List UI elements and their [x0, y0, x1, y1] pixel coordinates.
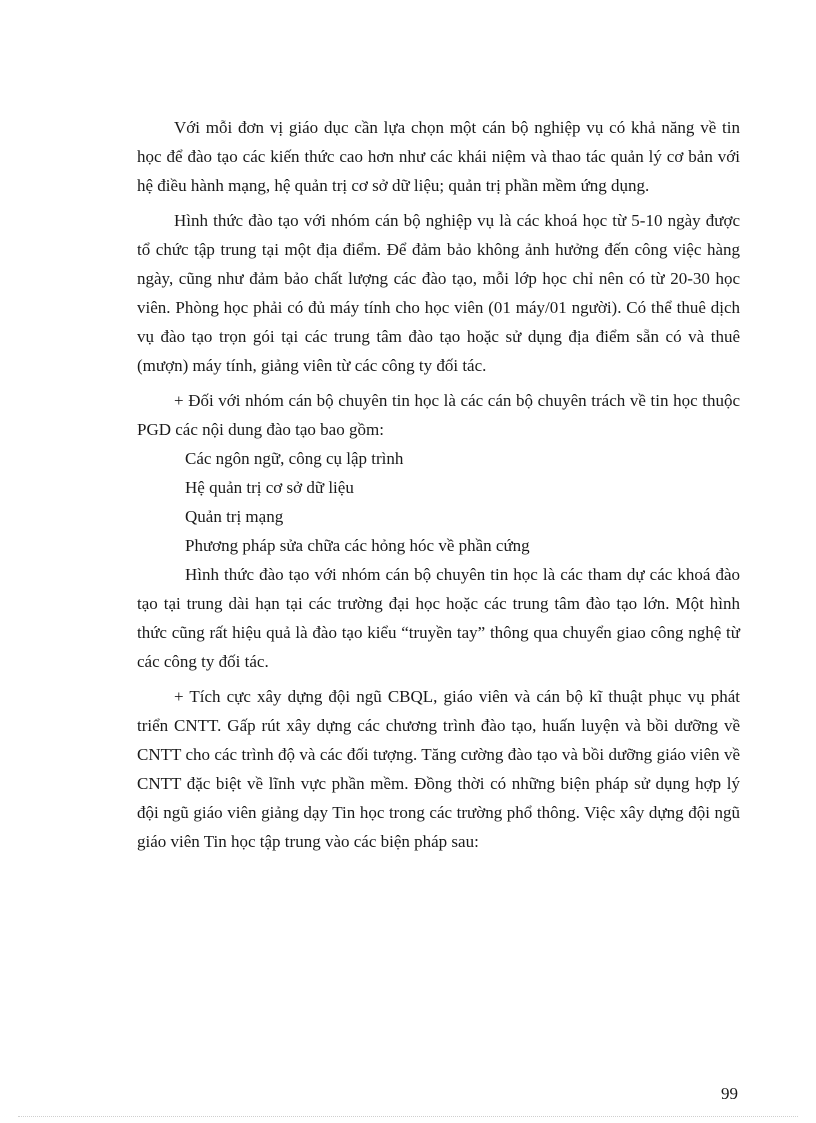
paragraph-5: + Tích cực xây dựng đội ngũ CBQL, giáo viên và cán bộ kĩ thuật phục vụ phát triển CNTT. Gấp rút xây dựng các chương trình đào tạo, huấn luyện và bồi dưỡng về CNTT cho các trình độ và các đối tượng. Tăng cường đào tạo và bồi dưỡng giáo viên về CNTT đặc biệt về lĩnh vực phần mềm. Đồng thời có những biện pháp sử dụng hợp lý đội ngũ giáo viên giảng dạy Tin học trong các trường phổ thông. Việc xây dựng đội ngũ giáo viên Tin học tập trung vào các biện pháp sau:	[137, 687, 740, 851]
page-bottom-rule	[18, 1116, 798, 1117]
list-item: Hệ quản trị cơ sở dữ liệu	[185, 478, 354, 497]
training-topics-list	[137, 444, 740, 560]
document-body	[137, 113, 740, 862]
list-item: Quản trị mạng	[185, 507, 284, 526]
paragraph-2: Hình thức đào tạo với nhóm cán bộ nghiệp vụ là các khoá học từ 5-10 ngày được tổ chức tập trung tại một địa điểm. Để đảm bảo không ảnh hưởng đến công việc hàng ngày, cũng như đảm bảo chất lượng các đào tạo, mỗi lớp học chỉ nên có từ 20-30 học viên. Phòng học phải có đủ máy tính cho học viên (01 máy/01 người). Có thể thuê dịch vụ đào tạo trọn gói tại các trung tâm đào tạo hoặc sử dụng địa điểm sẵn có và thuê (mượn) máy tính, giảng viên từ các công ty đối tác.	[137, 211, 740, 375]
paragraph-1: Với mỗi đơn vị giáo dục cần lựa chọn một cán bộ nghiệp vụ có khả năng về tin học để đào tạo các kiến thức cao hơn như các khái niệm và thao tác quản lý cơ bản với hệ điều hành mạng, hệ quản trị cơ sở dữ liệu; quản trị phần mềm ứng dụng.	[137, 118, 740, 195]
paragraph-4: Hình thức đào tạo với nhóm cán bộ chuyên tin học là các tham dự các khoá đào tạo tại trung dài hạn tại các trường đại học hoặc các trung tâm đào tạo lớn. Một hình thức cũng rất hiệu quả là đào tạo kiểu “truyền tay” thông qua chuyển giao công nghệ từ các công ty đối tác.	[137, 565, 740, 671]
paragraph-3: + Đối với nhóm cán bộ chuyên tin học là các cán bộ chuyên trách về tin học thuộc PGD các nội dung đào tạo bao gồm:	[137, 391, 740, 439]
page-number: 99	[721, 1084, 738, 1103]
list-item: Phương pháp sửa chữa các hỏng hóc về phần cứng	[185, 536, 530, 555]
list-item: Các ngôn ngữ, công cụ lập trình	[185, 449, 404, 468]
